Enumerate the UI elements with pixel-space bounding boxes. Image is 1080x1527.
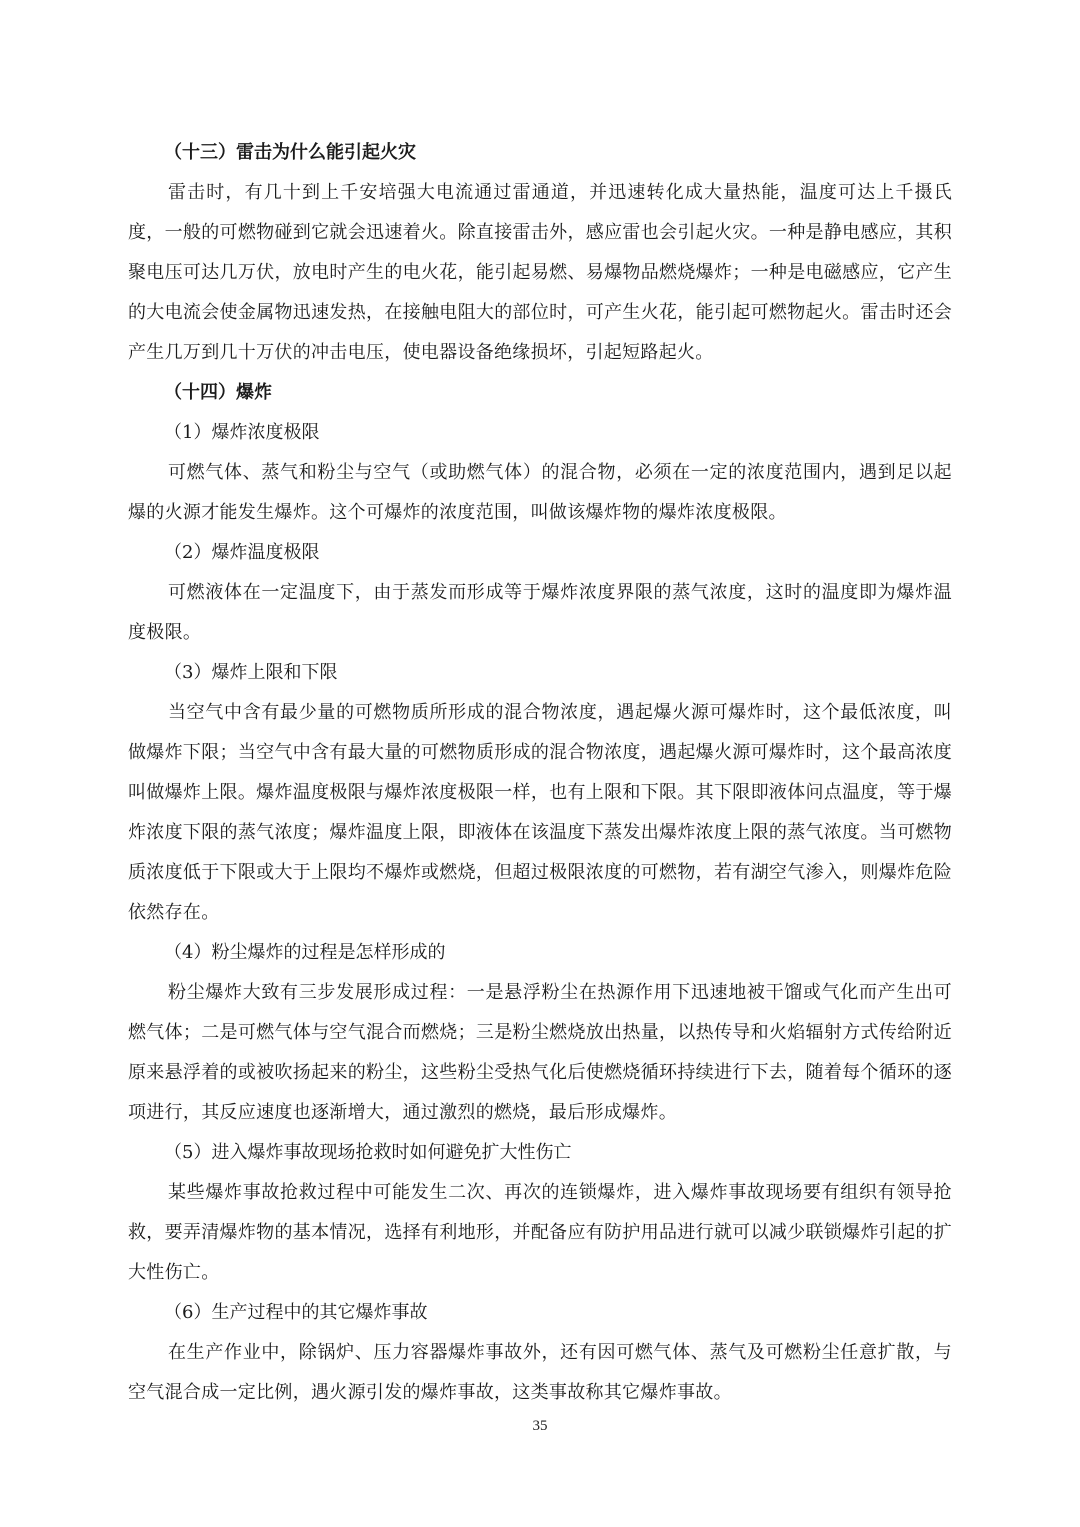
page-number: 35 [532,1418,548,1434]
paragraph-lightning-fire: 雷击时，有几十到上千安培强大电流通过雷通道，并迅速转化成大量热能，温度可达上千摄氏度，一般的可燃物碰到它就会迅速着火。除直接雷击外，感应雷也会引起火灾。一种是静电感应，其积聚电压可达几万伏，放电时产生的电火花，能引起易燃、易爆物品燃烧爆炸；一种是电磁感应，它产生的大电流会使金属物迅速发热，在接触电阻大的部位时，可产生火花，能引起可燃物起火。雷击时还会产生几万到几十万伏的冲击电压，使电器设备绝缘损坏，引起短路起火。 [128,182,952,363]
paragraph-temperature-limit: 可燃液体在一定温度下，由于蒸发而形成等于爆炸浓度界限的蒸气浓度，这时的温度即为爆炸温度极限。 [128,582,952,643]
subheading-other-explosions: （6）生产过程中的其它爆炸事故 [164,1302,428,1323]
page-content [128,133,952,1413]
subheading-dust-explosion: （4）粉尘爆炸的过程是怎样形成的 [164,942,446,963]
subheading-explosion-concentration-limit: （1）爆炸浓度极限 [164,422,320,443]
paragraph-rescue-safety: 某些爆炸事故抢救过程中可能发生二次、再次的连锁爆炸，进入爆炸事故现场要有组织有领导抢救，要弄清爆炸物的基本情况，选择有利地形，并配备应有防护用品进行就可以减少联锁爆炸引起的扩大性伤亡。 [128,1182,952,1283]
subheading-explosion-temperature-limit: （2）爆炸温度极限 [164,542,320,563]
paragraph-other-explosions: 在生产作业中，除锅炉、压力容器爆炸事故外，还有因可燃气体、蒸气及可燃粉尘任意扩散，与空气混合成一定比例，遇火源引发的爆炸事故，这类事故称其它爆炸事故。 [128,1342,952,1403]
subheading-upper-lower-limit: （3）爆炸上限和下限 [164,662,338,683]
subheading-rescue-safety: （5）进入爆炸事故现场抢救时如何避免扩大性伤亡 [164,1142,572,1163]
paragraph-upper-lower-limit: 当空气中含有最少量的可燃物质所形成的混合物浓度，遇起爆火源可爆炸时，这个最低浓度，叫做爆炸下限；当空气中含有最大量的可燃物质形成的混合物浓度，遇起爆火源可爆炸时，这个最高浓度叫做爆炸上限。爆炸温度极限与爆炸浓度极限一样，也有上限和下限。其下限即液体问点温度，等于爆炸浓度下限的蒸气浓度；爆炸温度上限，即液体在该温度下蒸发出爆炸浓度上限的蒸气浓度。当可燃物质浓度低于下限或大于上限均不爆炸或燃烧，但超过极限浓度的可燃物，若有湖空气渗入，则爆炸危险依然存在。 [128,702,952,923]
paragraph-concentration-limit: 可燃气体、蒸气和粉尘与空气（或助燃气体）的混合物，必须在一定的浓度范围内，遇到足以起爆的火源才能发生爆炸。这个可爆炸的浓度范围，叫做该爆炸物的爆炸浓度极限。 [128,462,952,523]
paragraph-dust-explosion: 粉尘爆炸大致有三步发展形成过程：一是悬浮粉尘在热源作用下迅速地被干馏或气化而产生出可燃气体；二是可燃气体与空气混合而燃烧；三是粉尘燃烧放出热量，以热传导和火焰辐射方式传给附近原来悬浮着的或被吹扬起来的粉尘，这些粉尘受热气化后使燃烧循环持续进行下去，随着每个循环的逐项进行，其反应速度也逐渐增大，通过激烈的燃烧，最后形成爆炸。 [128,982,952,1123]
section-heading-13: （十三）雷击为什么能引起火灾 [164,142,416,163]
section-heading-14: （十四）爆炸 [164,382,272,403]
